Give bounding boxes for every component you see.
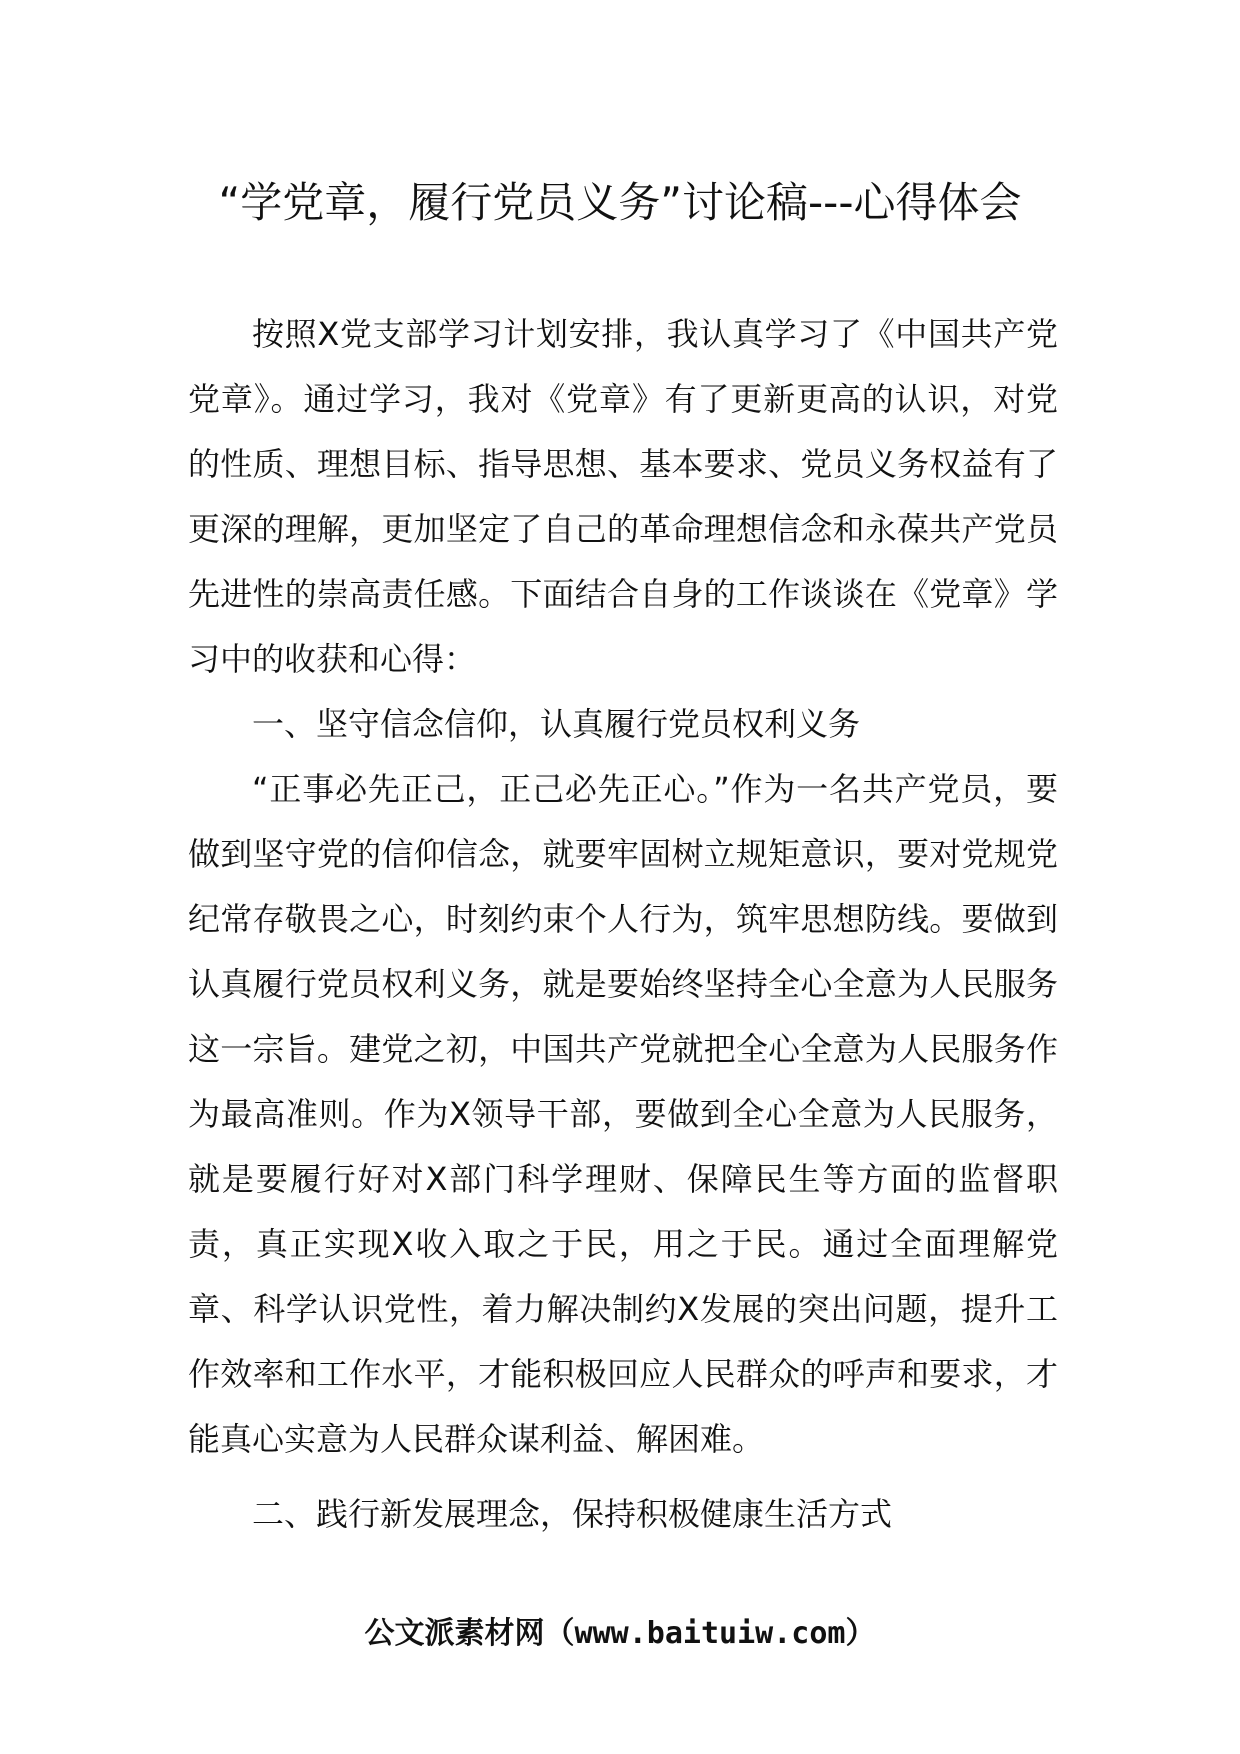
- section-heading-2: 二、践行新发展理念，保持积极健康生活方式: [252, 1495, 893, 1533]
- document-title: “学党章，履行党员义务”讨论稿---心得体会: [218, 178, 1022, 227]
- footer-watermark: 公文派素材网（www.baituiw.com）: [364, 1616, 876, 1651]
- intro-paragraph: 按照X党支部学习计划安排，我认真学习了《中国共产党党章》。通过学习，我对《党章》有了更新更高的认识，对党的性质、理想目标、指导思想、基本要求、党员义务权益有了更深的理解，更加坚定了自己的革命理想信念和永葆共产党员先进性的崇高责任感。下面结合自身的工作谈谈在《党章》学习中的收获和心得：: [188, 315, 1058, 678]
- section-heading-1: 一、坚守信念信仰，认真履行党员权利义务: [252, 705, 861, 743]
- body-paragraph-1: “正事必先正己，正己必先正心。”作为一名共产党员，要做到坚守党的信仰信念，就要牢固树立规矩意识，要对党规党纪常存敬畏之心，时刻约束个人行为，筑牢思想防线。要做到认真履行党员权利义务，就是要始终坚持全心全意为人民服务这一宗旨。建党之初，中国共产党就把全心全意为人民服务作为最高准则。作为X领导干部，要做到全心全意为人民服务，就是要履行好对X部门科学理财、保障民生等方面的监督职责，真正实现X收入取之于民，用之于民。通过全面理解党章、科学认识党性，着力解决制约X发展的突出问题，提升工作效率和工作水平，才能积极回应人民群众的呼声和要求，才能真心实意为人民群众谋利益、解困难。: [188, 770, 1058, 1458]
- document-body: [188, 302, 1058, 1547]
